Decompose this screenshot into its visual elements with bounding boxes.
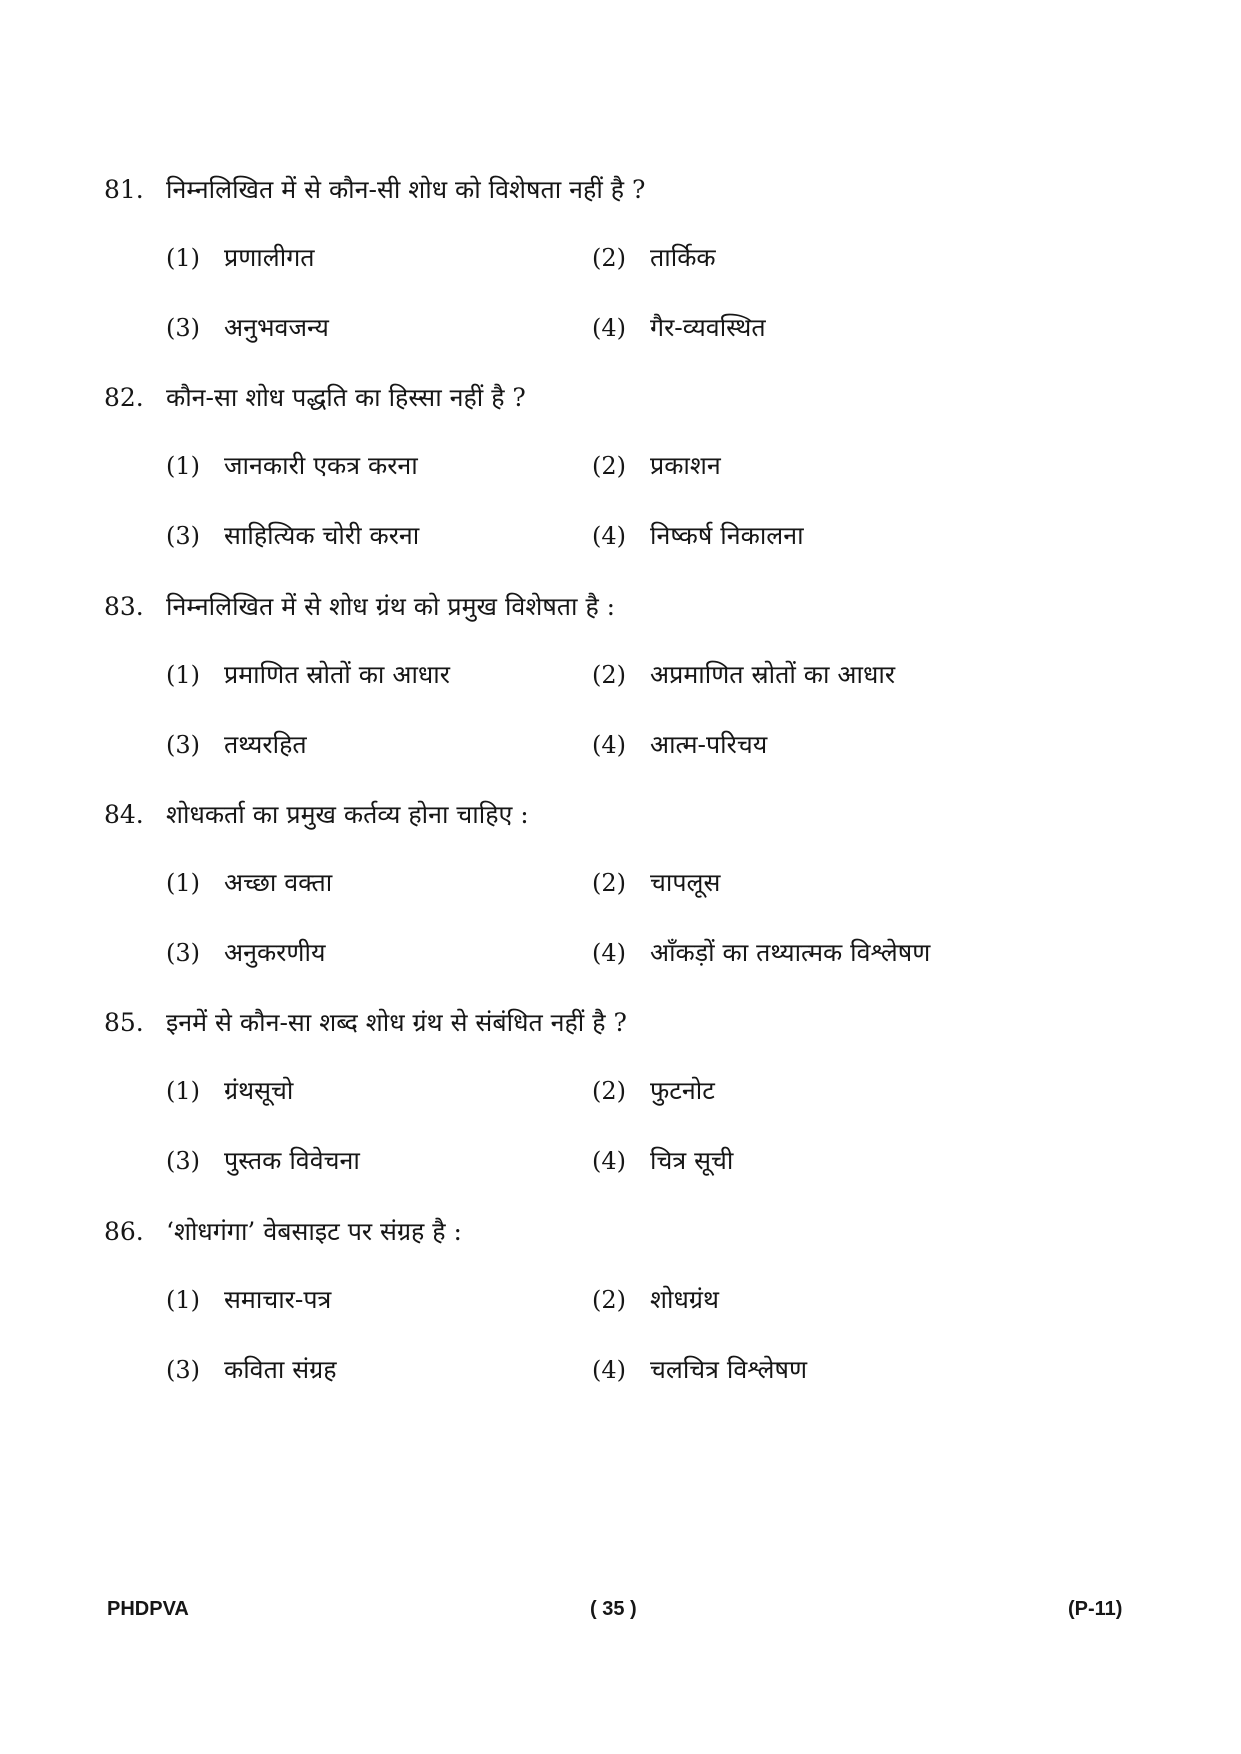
option-number: (3) — [166, 314, 200, 342]
question-text: कौन-सा शोध पद्धति का हिस्सा नहीं है ? — [166, 383, 526, 412]
question-82 — [0, 380, 1241, 612]
option-text: साहित्यिक चोरी करना — [224, 521, 420, 550]
question-text: निम्नलिखित में से कौन-सी शोध को विशेषता नहीं है ? — [166, 175, 646, 204]
option-text: तार्किक — [650, 243, 716, 272]
option-number: (4) — [592, 1147, 626, 1175]
option-number: (3) — [166, 522, 200, 550]
option-number: (1) — [166, 661, 200, 689]
question-number: 82. — [104, 383, 144, 412]
question-text: निम्नलिखित में से शोध ग्रंथ को प्रमुख विशेषता है : — [166, 592, 616, 621]
question-83 — [0, 589, 1241, 821]
option-number: (3) — [166, 939, 200, 967]
question-text: इनमें से कौन-सा शब्द शोध ग्रंथ से संबंधित नहीं है ? — [166, 1008, 627, 1037]
option-number: (2) — [592, 1286, 626, 1314]
option-number: (2) — [592, 1077, 626, 1105]
option-number: (4) — [592, 314, 626, 342]
footer-set-code: (P-11) — [1068, 1598, 1123, 1620]
option-text: अनुकरणीय — [224, 938, 326, 967]
option-text: गैर-व्यवस्थित — [650, 313, 766, 342]
option-text: पुस्तक विवेचना — [224, 1146, 360, 1175]
option-number: (3) — [166, 1147, 200, 1175]
option-text: फुटनोट — [650, 1076, 715, 1105]
option-text: अनुभवजन्य — [224, 313, 329, 342]
question-number: 83. — [104, 592, 144, 621]
option-number: (3) — [166, 731, 200, 759]
option-number: (4) — [592, 731, 626, 759]
option-text: प्रणालीगत — [224, 243, 315, 272]
question-text: ‘शोधगंगा’ वेबसाइट पर संग्रह है : — [166, 1217, 462, 1246]
option-number: (1) — [166, 1286, 200, 1314]
option-text: शोधग्रंथ — [650, 1285, 719, 1314]
question-86 — [0, 1214, 1241, 1446]
question-84 — [0, 797, 1241, 1029]
option-number: (2) — [592, 452, 626, 480]
option-number: (2) — [592, 661, 626, 689]
option-number: (1) — [166, 244, 200, 272]
option-text: ग्रंथसूचो — [224, 1076, 294, 1105]
question-number: 85. — [104, 1008, 144, 1037]
option-number: (1) — [166, 869, 200, 897]
option-text: समाचार-पत्र — [224, 1285, 332, 1314]
option-number: (1) — [166, 1077, 200, 1105]
option-text: आत्म-परिचय — [650, 730, 768, 759]
footer-page-number: ( 35 ) — [590, 1598, 637, 1620]
option-text: आँकड़ों का तथ्यात्मक विश्लेषण — [650, 938, 931, 967]
option-text: निष्कर्ष निकालना — [650, 521, 804, 550]
option-number: (1) — [166, 452, 200, 480]
option-text: चापलूस — [650, 868, 721, 897]
question-81 — [0, 172, 1241, 404]
option-text: कविता संग्रह — [224, 1355, 337, 1384]
option-number: (4) — [592, 522, 626, 550]
option-text: तथ्यरहित — [224, 730, 307, 759]
option-text: प्रमाणित स्रोतों का आधार — [224, 660, 450, 689]
question-number: 84. — [104, 800, 144, 829]
option-text: चलचित्र विश्लेषण — [650, 1355, 808, 1384]
question-text: शोधकर्ता का प्रमुख कर्तव्य होना चाहिए : — [166, 800, 529, 829]
option-number: (2) — [592, 244, 626, 272]
question-number: 81. — [104, 175, 144, 204]
option-text: अच्छा वक्ता — [224, 868, 333, 897]
option-text: अप्रमाणित स्रोतों का आधार — [650, 660, 896, 689]
option-number: (4) — [592, 939, 626, 967]
option-text: प्रकाशन — [650, 451, 721, 480]
option-number: (4) — [592, 1356, 626, 1384]
option-text: जानकारी एकत्र करना — [224, 451, 418, 480]
option-number: (2) — [592, 869, 626, 897]
footer-exam-code: PHDPVA — [107, 1598, 189, 1620]
question-85 — [0, 1005, 1241, 1237]
option-text: चित्र सूची — [650, 1146, 734, 1175]
question-number: 86. — [104, 1217, 144, 1246]
option-number: (3) — [166, 1356, 200, 1384]
